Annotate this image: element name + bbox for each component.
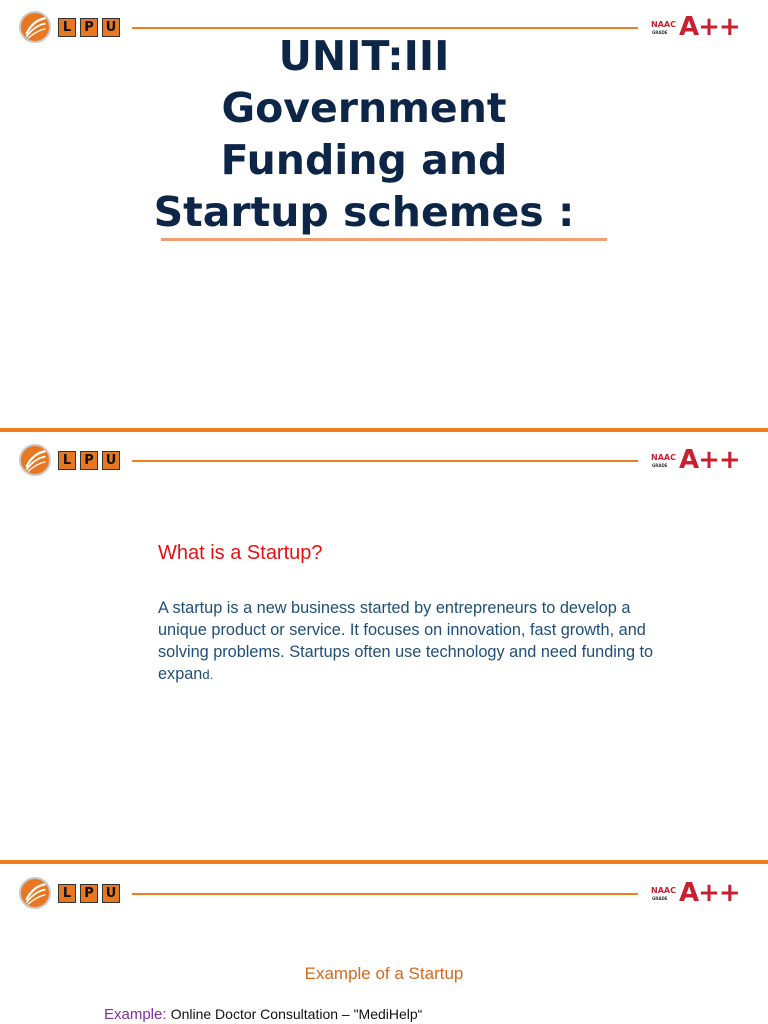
- logo-letter-l: L: [58, 451, 76, 470]
- lpu-emblem-icon: [19, 11, 51, 43]
- logo-letter-p: P: [80, 884, 98, 903]
- example-label: Example:: [104, 1006, 167, 1023]
- naac-grade: A++: [679, 445, 740, 475]
- logo-letter-u: U: [102, 18, 120, 37]
- startup-definition-text: A startup is a new business started by entrepreneurs to develop a unique product or service. It focuses on innovation, fast growth, and solving problems. Startups often use technology and need funding to expan: [158, 599, 654, 683]
- example-heading: Example of a Startup: [304, 964, 464, 983]
- startup-definition-tail: d.: [202, 667, 214, 682]
- startup-definition: [158, 597, 658, 686]
- startup-heading: What is a Startup?: [158, 542, 323, 564]
- logo-letter-u: U: [102, 451, 120, 470]
- logo-letter-p: P: [80, 451, 98, 470]
- example-line: [104, 1006, 422, 1023]
- naac-grade-label: GRADE: [652, 30, 668, 35]
- header-rule: [132, 460, 638, 462]
- naac-word: NAAC: [651, 453, 676, 462]
- naac-grade-label: GRADE: [652, 463, 668, 468]
- slide-title: UNIT:III Government Funding and Startup schemes :: [153, 32, 575, 236]
- header-rule: [132, 893, 638, 895]
- naac-word: NAAC: [651, 20, 676, 29]
- lpu-emblem-icon: [19, 877, 51, 909]
- naac-grade: A++: [679, 878, 740, 908]
- logo-letter-l: L: [58, 884, 76, 903]
- logo-letter-l: L: [58, 18, 76, 37]
- slide-1: [0, 0, 768, 428]
- slide-3: [0, 864, 768, 1024]
- example-text: Online Doctor Consultation – "MediHelp“: [170, 1006, 423, 1022]
- naac-grade-label: GRADE: [652, 896, 668, 901]
- naac-word: NAAC: [651, 886, 676, 895]
- header-rule: [132, 27, 638, 29]
- lpu-emblem-icon: [19, 444, 51, 476]
- logo-letter-u: U: [102, 884, 120, 903]
- title-underline: [161, 238, 607, 241]
- logo-letter-p: P: [80, 18, 98, 37]
- naac-grade: A++: [679, 12, 740, 42]
